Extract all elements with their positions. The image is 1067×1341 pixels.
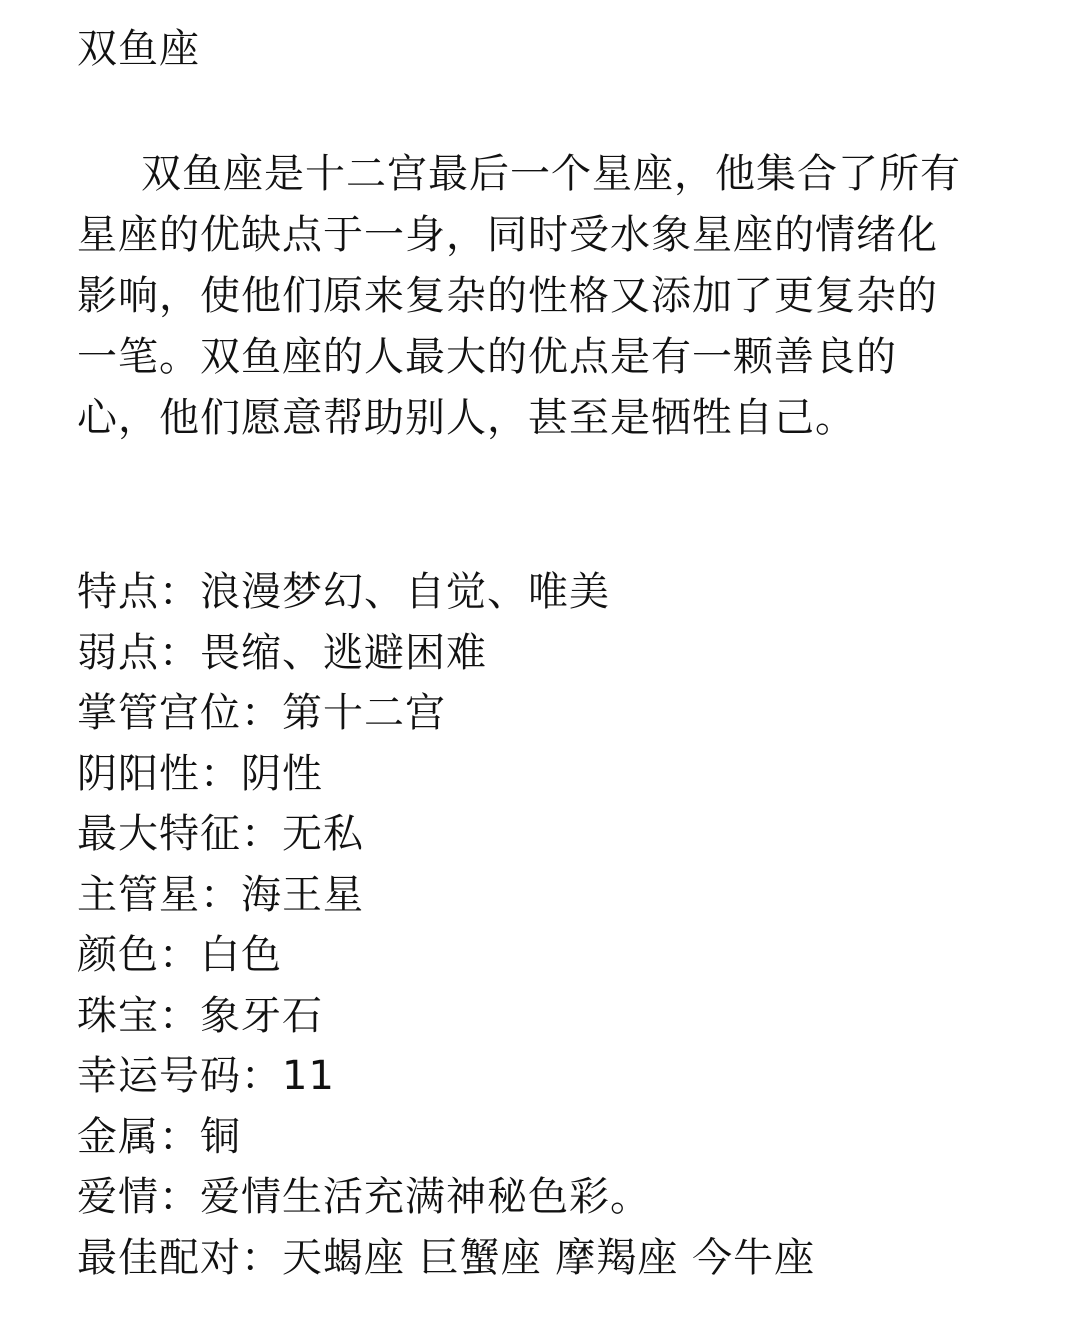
fact-label: 掌管宫位: [77, 690, 241, 736]
fact-value: 11: [282, 1053, 335, 1099]
fact-value: 畏缩、逃避困难: [200, 629, 487, 676]
fact-separator: ：: [200, 871, 241, 918]
fact-separator: ：: [200, 750, 241, 797]
fact-label: 珠宝: [77, 992, 159, 1039]
fact-label: 爱情: [77, 1174, 159, 1220]
fact-label: 幸运号码: [77, 1053, 241, 1099]
fact-best-match: [77, 1228, 1017, 1289]
fact-label: 金属: [77, 1113, 159, 1160]
fact-value: 浪漫梦幻、自觉、唯美: [200, 569, 610, 615]
fact-label: 颜色: [77, 932, 159, 978]
fact-separator: ：: [241, 811, 282, 857]
fact-separator: ：: [241, 1234, 282, 1281]
fact-color: [77, 925, 1017, 986]
facts-list: [77, 562, 1017, 1288]
fact-separator: ：: [241, 690, 282, 736]
fact-metal: [77, 1107, 1017, 1168]
fact-separator: ：: [159, 629, 200, 676]
fact-gem: [77, 986, 1017, 1047]
fact-label: 弱点: [77, 629, 159, 676]
fact-label: 阴阳性: [77, 750, 200, 797]
fact-main-feature: [77, 804, 1017, 865]
fact-label: 最大特征: [77, 811, 241, 857]
fact-value: 天蝎座 巨蟹座 摩羯座 今牛座: [282, 1234, 816, 1281]
fact-traits: [77, 562, 1017, 623]
fact-separator: ：: [159, 992, 200, 1039]
fact-value: 海王星: [241, 871, 364, 918]
fact-separator: ：: [159, 569, 200, 615]
fact-value: 阴性: [241, 750, 323, 797]
fact-label: 最佳配对: [77, 1234, 241, 1281]
fact-love: [77, 1167, 1017, 1228]
fact-separator: ：: [159, 1174, 200, 1220]
fact-yin-yang: [77, 744, 1017, 805]
fact-ruling-planet: [77, 865, 1017, 926]
fact-weakness: [77, 623, 1017, 684]
fact-value: 无私: [282, 811, 364, 857]
fact-label: 主管星: [77, 871, 200, 918]
fact-separator: ：: [159, 1113, 200, 1160]
fact-value: 象牙石: [200, 992, 323, 1039]
fact-separator: ：: [159, 932, 200, 978]
intro-paragraph: 双鱼座是十二宫最后一个星座，他集合了所有星座的优缺点于一身，同时受水象星座的情绪化影响，使他们原来复杂的性格又添加了更复杂的一笔。双鱼座的人最大的优点是有一颗善良的心，他们愿意帮助别人，甚至是牺牲自己。: [77, 151, 961, 441]
fact-value: 铜: [200, 1113, 241, 1160]
fact-label: 特点: [77, 569, 159, 615]
fact-value: 第十二宫: [282, 690, 446, 736]
fact-lucky-number: [77, 1046, 1017, 1107]
fact-value: 白色: [200, 932, 282, 978]
fact-separator: ：: [241, 1053, 282, 1099]
page-title: 双鱼座: [77, 26, 200, 72]
fact-value: 爱情生活充满神秘色彩。: [200, 1174, 651, 1220]
fact-ruling-house: [77, 683, 1017, 744]
